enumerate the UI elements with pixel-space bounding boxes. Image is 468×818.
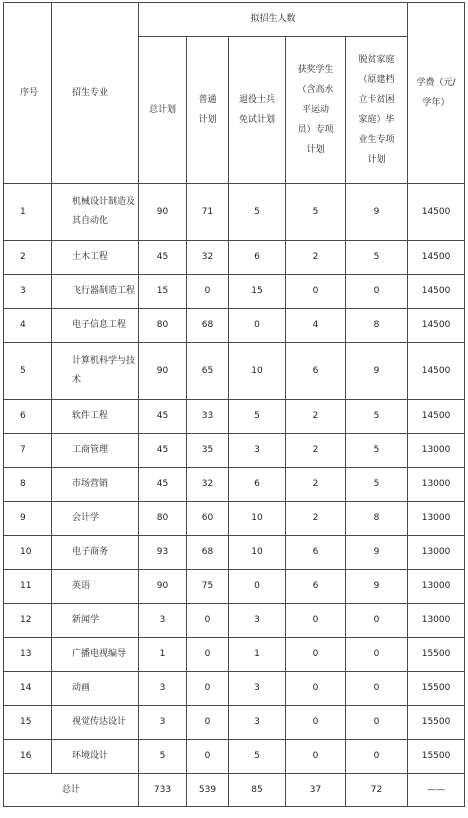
cell-major: 环境设计 (52, 740, 139, 774)
cell-index: 10 (4, 536, 52, 570)
cell-poverty: 9 (346, 184, 408, 241)
header-athlete-plan: 获奖学生 （含高水 平运动 员）专项 计划 (286, 37, 346, 184)
cell-veteran: 1 (229, 638, 286, 672)
cell-regular: 60 (187, 502, 229, 536)
cell-total: 45 (139, 468, 187, 502)
cell-poverty: 9 (346, 536, 408, 570)
cell-total: 93 (139, 536, 187, 570)
cell-veteran: 10 (229, 343, 286, 400)
table-row (4, 309, 465, 343)
cell-tuition: 13000 (408, 434, 465, 468)
cell-total: 15 (139, 275, 187, 309)
cell-tuition: 14500 (408, 400, 465, 434)
cell-veteran: 3 (229, 604, 286, 638)
cell-poverty: 9 (346, 570, 408, 604)
table-row (4, 241, 465, 275)
cell-athlete: 2 (286, 400, 346, 434)
cell-tuition: 13000 (408, 502, 465, 536)
cell-major: 会计学 (52, 502, 139, 536)
cell-total: 5 (139, 740, 187, 774)
cell-poverty: 0 (346, 275, 408, 309)
cell-total: 45 (139, 400, 187, 434)
cell-poverty: 5 (346, 468, 408, 502)
cell-major: 计算机科学与技 术 (52, 343, 139, 400)
cell-index: 4 (4, 309, 52, 343)
total-sum: 733 (139, 774, 187, 807)
cell-poverty: 0 (346, 672, 408, 706)
cell-athlete: 2 (286, 502, 346, 536)
cell-index: 2 (4, 241, 52, 275)
table-row (4, 502, 465, 536)
cell-veteran: 10 (229, 502, 286, 536)
cell-regular: 0 (187, 740, 229, 774)
cell-veteran: 10 (229, 536, 286, 570)
header-planned-group: 拟招生人数 (139, 3, 408, 37)
cell-index: 16 (4, 740, 52, 774)
total-row (4, 774, 465, 807)
cell-tuition: 14500 (408, 343, 465, 400)
table-row (4, 400, 465, 434)
header-veteran-plan: 退役士兵 免试计划 (229, 37, 286, 184)
cell-poverty: 0 (346, 604, 408, 638)
cell-major: 广播电视编导 (52, 638, 139, 672)
cell-total: 80 (139, 502, 187, 536)
cell-major: 软件工程 (52, 400, 139, 434)
cell-veteran: 3 (229, 706, 286, 740)
cell-veteran: 15 (229, 275, 286, 309)
total-poverty: 72 (346, 774, 408, 807)
header-index: 序号 (4, 3, 52, 184)
cell-athlete: 0 (286, 672, 346, 706)
cell-index: 11 (4, 570, 52, 604)
cell-index: 6 (4, 400, 52, 434)
cell-tuition: 13000 (408, 536, 465, 570)
table-row (4, 706, 465, 740)
table-row (4, 536, 465, 570)
cell-poverty: 8 (346, 309, 408, 343)
total-regular: 539 (187, 774, 229, 807)
cell-major: 电子信息工程 (52, 309, 139, 343)
cell-poverty: 5 (346, 400, 408, 434)
cell-poverty: 5 (346, 434, 408, 468)
cell-poverty: 9 (346, 343, 408, 400)
cell-athlete: 0 (286, 275, 346, 309)
cell-total: 1 (139, 638, 187, 672)
cell-tuition: 15500 (408, 638, 465, 672)
enrollment-plan-table-wrapper (3, 2, 464, 815)
cell-regular: 0 (187, 706, 229, 740)
cell-poverty: 8 (346, 502, 408, 536)
cell-index: 8 (4, 468, 52, 502)
cell-tuition: 13000 (408, 570, 465, 604)
cell-regular: 0 (187, 275, 229, 309)
cell-total: 90 (139, 570, 187, 604)
cell-major: 视觉传达设计 (52, 706, 139, 740)
cell-tuition: 13000 (408, 468, 465, 502)
cell-veteran: 5 (229, 400, 286, 434)
cell-index: 3 (4, 275, 52, 309)
cell-index: 13 (4, 638, 52, 672)
header-regular-plan: 普通 计划 (187, 37, 229, 184)
cell-veteran: 6 (229, 468, 286, 502)
total-label: 总计 (4, 774, 139, 807)
table-row (4, 672, 465, 706)
cell-major: 土木工程 (52, 241, 139, 275)
cell-major: 市场营销 (52, 468, 139, 502)
cell-total: 45 (139, 241, 187, 275)
cell-major: 新闻学 (52, 604, 139, 638)
cell-index: 15 (4, 706, 52, 740)
cell-poverty: 0 (346, 638, 408, 672)
cell-athlete: 2 (286, 468, 346, 502)
cell-poverty: 0 (346, 740, 408, 774)
cell-major: 英语 (52, 570, 139, 604)
cell-athlete: 4 (286, 309, 346, 343)
cell-poverty: 5 (346, 241, 408, 275)
table-row (4, 638, 465, 672)
table-row (4, 570, 465, 604)
cell-veteran: 5 (229, 184, 286, 241)
header-total-plan: 总计划 (139, 37, 187, 184)
table-row (4, 434, 465, 468)
cell-major: 机械设计制造及 其自动化 (52, 184, 139, 241)
table-row (4, 184, 465, 241)
cell-athlete: 0 (286, 638, 346, 672)
cell-total: 90 (139, 343, 187, 400)
cell-index: 12 (4, 604, 52, 638)
cell-regular: 0 (187, 672, 229, 706)
cell-regular: 0 (187, 604, 229, 638)
cell-athlete: 0 (286, 706, 346, 740)
cell-regular: 32 (187, 468, 229, 502)
cell-major: 电子商务 (52, 536, 139, 570)
header-tuition: 学费（元/ 学年） (408, 3, 465, 184)
cell-total: 3 (139, 604, 187, 638)
cell-regular: 75 (187, 570, 229, 604)
cell-athlete: 0 (286, 740, 346, 774)
cell-athlete: 2 (286, 434, 346, 468)
table-row (4, 275, 465, 309)
cell-tuition: 13000 (408, 604, 465, 638)
cell-tuition: 14500 (408, 275, 465, 309)
cell-tuition: 15500 (408, 740, 465, 774)
cell-poverty: 0 (346, 706, 408, 740)
cell-regular: 35 (187, 434, 229, 468)
header-major: 招生专业 (52, 3, 139, 184)
total-veteran: 85 (229, 774, 286, 807)
total-athlete: 37 (286, 774, 346, 807)
cell-major: 动画 (52, 672, 139, 706)
header-row-top (4, 3, 465, 37)
cell-major: 工商管理 (52, 434, 139, 468)
cell-tuition: 14500 (408, 241, 465, 275)
cell-athlete: 2 (286, 241, 346, 275)
cell-veteran: 3 (229, 672, 286, 706)
cell-veteran: 3 (229, 434, 286, 468)
table-row (4, 604, 465, 638)
cell-total: 3 (139, 672, 187, 706)
cell-regular: 71 (187, 184, 229, 241)
total-tuition: —— (408, 774, 465, 807)
cell-total: 80 (139, 309, 187, 343)
cell-veteran: 5 (229, 740, 286, 774)
cell-tuition: 15500 (408, 672, 465, 706)
cell-regular: 68 (187, 536, 229, 570)
cell-veteran: 6 (229, 241, 286, 275)
cell-total: 3 (139, 706, 187, 740)
cell-tuition: 15500 (408, 706, 465, 740)
cell-regular: 65 (187, 343, 229, 400)
cell-regular: 0 (187, 638, 229, 672)
table-row (4, 343, 465, 400)
cell-veteran: 0 (229, 570, 286, 604)
cell-athlete: 5 (286, 184, 346, 241)
cell-index: 5 (4, 343, 52, 400)
cell-index: 7 (4, 434, 52, 468)
cell-index: 1 (4, 184, 52, 241)
header-poverty-plan: 脱贫家庭 （原建档 立卡贫困 家庭）毕 业生专项 计划 (346, 37, 408, 184)
cell-athlete: 6 (286, 570, 346, 604)
enrollment-plan-table (3, 2, 465, 807)
cell-major: 飞行器制造工程 (52, 275, 139, 309)
cell-athlete: 0 (286, 604, 346, 638)
cell-athlete: 6 (286, 536, 346, 570)
cell-athlete: 6 (286, 343, 346, 400)
cell-index: 9 (4, 502, 52, 536)
table-row (4, 468, 465, 502)
table-row (4, 740, 465, 774)
cell-total: 45 (139, 434, 187, 468)
cell-index: 14 (4, 672, 52, 706)
cell-total: 90 (139, 184, 187, 241)
table-body (4, 184, 465, 774)
cell-regular: 68 (187, 309, 229, 343)
cell-tuition: 14500 (408, 309, 465, 343)
cell-veteran: 0 (229, 309, 286, 343)
cell-regular: 32 (187, 241, 229, 275)
cell-tuition: 14500 (408, 184, 465, 241)
cell-regular: 33 (187, 400, 229, 434)
